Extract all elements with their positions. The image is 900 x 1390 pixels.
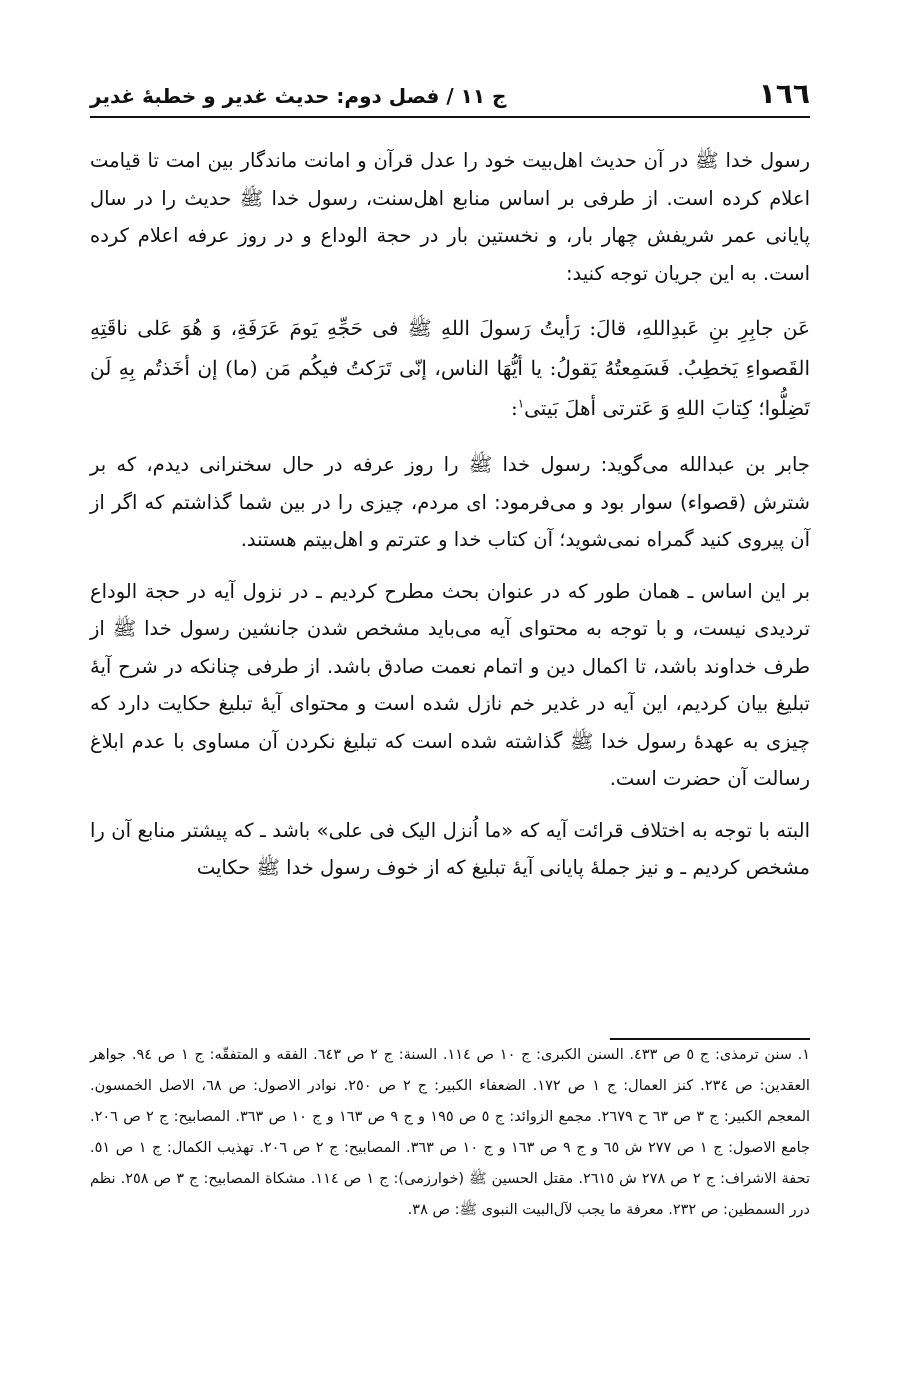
- body-text: [90, 142, 810, 901]
- footnote-1: ١. سنن ترمذی: ج ٥ ص ٤٣٣. السنن الکبری: ج ١٠ ص ١١٤. السنة: ج ٢ ص ٦٤٣. الفقه و المتفقّه: ج ١ ص ٩٤. جواهر العقدین: ص ٢٣٤. کنز العمال: ج ١ ص ١٧٢. الضعفاء الکبیر: ج ٢ ص ٢٥٠. نوادر الاصول: ص ٦٨، الاصل الخمسون. المعجم الکبیر: ج ٣ ص ٦٣ ح ٢٦٧٩. مجمع الزوائد: ج ٥ ص ١٩٥ و ج ٩ ص ١٦٣ و ج ١٠ ص ٣٦٣. المصابیح: ج ٢ ص ٢٠٦. جامع الاصول: ج ١ ص ٢٧٧ ش ٦٥ و ج ٩ ص ١٦٣ و ج ١٠ ص ٣٦٣. المصابیح: ج ٢ ص ٢٠٦. تهذیب الکمال: ج ١ ص ٥١. تحفة الاشراف: ج ٢ ص ٢٧٨ ش ٢٦١٥. مقتل الحسین ﷺ (خوارزمی): ج ١ ص ١١٤. مشکاة المصابیح: ج ٣ ص ٢٥٨. نظم درر السمطین: ص ٢٣٢. معرفة ما یجب لآل‌البیت النبوی ﷺ: ص ٣٨.: [90, 1047, 811, 1218]
- running-header: [90, 68, 810, 118]
- hadith-end: :: [510, 396, 518, 420]
- paragraph-1: رسول خدا ﷺ در آن حدیث اهل‌بیت خود را عدل قرآن و امانت ماندگار بین امت تا قیامت اعلام کرده است. از طرفی بر اساس منابع اهل‌سنت، رسول خدا ﷺ حدیث را در سال پایانی عمر شریفش چهار بار، و نخستین بار در حجة الوداع و در روز عرفه اعلام کرده است. به این جریان توجه کنید:: [90, 149, 810, 285]
- hadith-quote: [90, 308, 810, 428]
- footnote-reference[interactable]: ١: [517, 396, 525, 411]
- hadith-text: عَن جابِرِ بنِ عَبدِاللهِ، قالَ: رَأیتُ رَسولَ اللهِ ﷺ فی حَجِّهِ یَومَ عَرَفَةِ، وَ هُوَ عَلی ناقَتِهِ القَصواءِ یَخطِبُ. فَسَمِعتُهُ یَقولُ: یا أیُّهَا الناس، إنّی تَرَکتُ فیکُم مَن (ما) إن أخَذتُم بِهِ لَن تَضِلُّوا؛ کِتابَ اللهِ وَ عَترتی أهلَ بَیتی: [90, 316, 810, 420]
- chapter-title: ج ١١ / فصل دوم: حديث غدير و خطبهٔ غدير: [90, 84, 507, 108]
- paragraph-translation: جابر بن عبدالله می‌گوید: رسول خدا ﷺ را روز عرفه در حال سخنرانی دیدم، که بر شترش (قصواء) سوار بود و می‌فرمود: ای مردم، چیزی را در بین شما گذاشتم که اگر از آن پیروی کنید گمراه نمی‌شوید؛ آن کتاب خدا و عترتم و اهل‌بیتم هستند.: [90, 453, 810, 551]
- book-page: [90, 0, 810, 1390]
- paragraph-5: البته با توجه به اختلاف قرائت آیه که «ما اُنزل الیک فی علی» باشد ـ که پیشتر منابع آن را مشخص کردیم ـ و نیز جملهٔ پایانی آیهٔ تبلیغ که از خوف رسول خدا ﷺ حکایت: [90, 818, 810, 879]
- page-number: ١٦٦: [758, 77, 810, 110]
- paragraph-4: بر این اساس ـ همان طور که در عنوان بحث مطرح کردیم ـ در نزول آیه در حجة الوداع تردیدی نیست، و با توجه به محتوای آیه می‌باید مشخص شدن جانشین رسول خدا ﷺ از طرف خداوند باشد، تا اکمال دین و اتمام نعمت صادق باشد. از طرفی چنانکه در شرح آیهٔ تبلیغ بیان کردیم، این آیه در غدیر خم نازل شده است و محتوای آیهٔ تبلیغ حکایت دارد که چیزی به عهدهٔ رسول خدا ﷺ گذاشته شده است که تبلیغ نکردن آن مساوی با عدم ابلاغ رسالت آن حضرت است.: [90, 579, 810, 790]
